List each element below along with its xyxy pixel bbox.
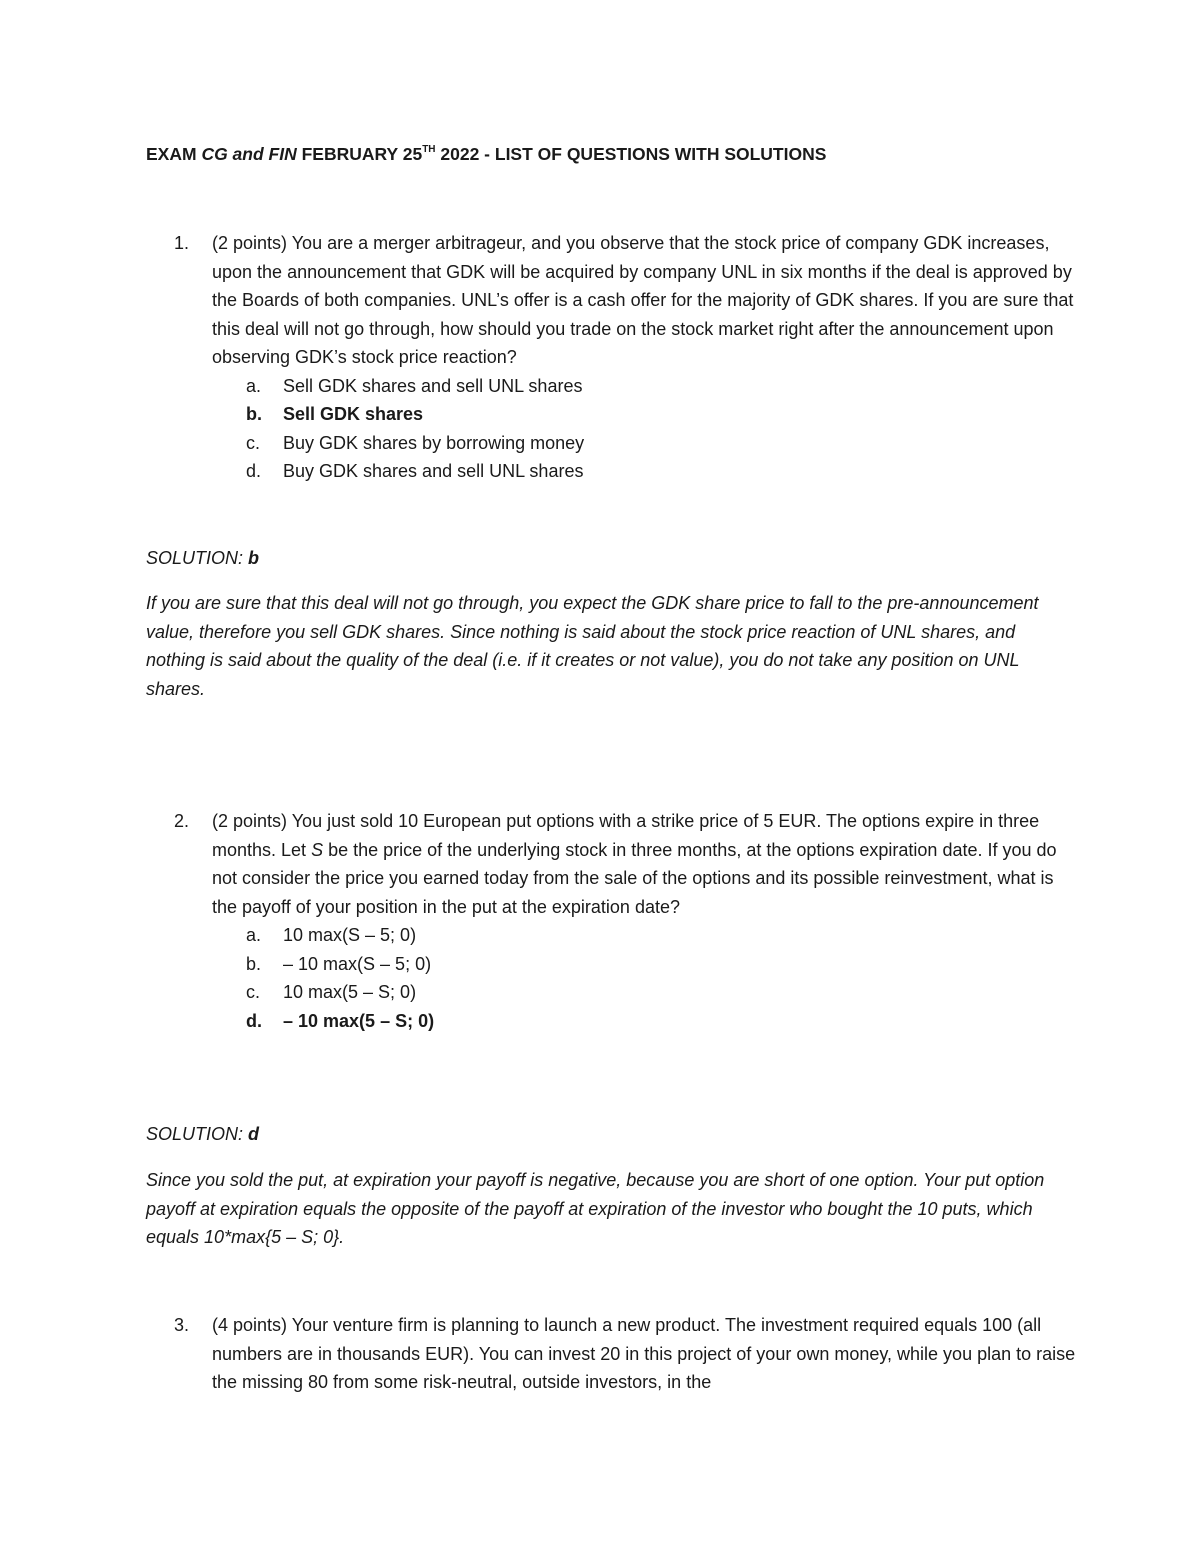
solution-label: SOLUTION: [146, 1124, 249, 1144]
title-cg: CG [201, 144, 228, 164]
question-2-option-d [146, 1007, 1076, 1036]
option-letter: b. [246, 953, 262, 974]
variable-s: S [311, 839, 324, 860]
document-title [146, 144, 826, 165]
title-suffix: 2022 - LIST OF QUESTIONS WITH SOLUTIONS [435, 144, 827, 164]
question-2-number: 2. [174, 811, 190, 831]
question-1-option-d [146, 457, 1076, 486]
option-text: Sell GDK shares [283, 404, 424, 424]
title-fin: FIN [268, 144, 297, 164]
solution-answer: d [248, 1124, 260, 1144]
question-2 [146, 807, 1076, 1035]
question-1-number: 1. [174, 233, 190, 253]
question-1-solution [146, 548, 259, 569]
option-letter: c. [246, 432, 261, 453]
option-letter: a. [246, 375, 262, 396]
option-letter: b. [246, 404, 262, 424]
option-text: Sell GDK shares and sell UNL shares [283, 375, 583, 396]
question-3-number: 3. [174, 1315, 190, 1335]
question-2-text-part-1: (2 points) You just sold 10 European put options with a strike price of 5 EUR. The options expire in three months. Let [212, 811, 1040, 860]
question-1-explanation: If you are sure that this deal will not go through, you expect the GDK share price to fall to the pre-announcement value, therefore you sell GDK shares. Since nothing is said about the stock price reaction of UNL shares, and nothing is said about the quality of the deal (i.e. if it creates or not value), you do not take any position on UNL shares. [146, 593, 1039, 699]
option-text: 10 max(5 – S; 0) [283, 982, 417, 1002]
title-middle: FEBRUARY 25 [296, 144, 423, 164]
question-1-option-b [146, 400, 1076, 429]
question-2-option-b [146, 950, 1076, 979]
title-and: and [227, 144, 269, 164]
option-text: Buy GDK shares and sell UNL shares [283, 461, 584, 481]
option-letter: a. [246, 925, 262, 945]
title-superscript: TH [422, 144, 436, 156]
question-1-option-c [146, 429, 1076, 458]
question-2-solution [146, 1124, 259, 1145]
question-3 [146, 1311, 1076, 1397]
option-text: 10 max(S – 5; 0) [283, 925, 417, 945]
option-letter: c. [246, 982, 261, 1002]
question-2-options [146, 921, 1076, 1035]
question-2-text-part-2: be the price of the underlying stock in three months, at the options expiration date. If you do not consider the price you earned today from the sale of the options and its possible reinvestment, what is the payoff of your position in the put at the expiration date? [212, 839, 1057, 917]
option-letter: d. [246, 461, 262, 481]
question-1-option-a [146, 372, 1076, 401]
option-text: – 10 max(S – 5; 0) [283, 953, 432, 974]
solution-label: SOLUTION: [146, 548, 249, 568]
question-2-option-c [146, 978, 1076, 1007]
option-text: – 10 max(5 – S; 0) [283, 1010, 435, 1031]
question-1-text: (2 points) You are a merger arbitrageur, and you observe that the stock price of company GDK increases, upon the announcement that GDK will be acquired by company UNL in six months if the deal is approved by the Boards of both companies. UNL’s offer is a cash offer for the majority of GDK shares. If you are sure that this deal will not go through, how should you trade on the stock market right after the announcement upon observing GDK’s stock price reaction? [212, 233, 1074, 367]
question-1-options [146, 372, 1076, 486]
solution-answer: b [248, 548, 260, 568]
title-prefix: EXAM [146, 144, 202, 164]
option-letter: d. [246, 1010, 262, 1031]
question-1 [146, 229, 1076, 486]
question-2-option-a [146, 921, 1076, 950]
option-text: Buy GDK shares by borrowing money [283, 432, 585, 453]
question-3-text: (4 points) Your venture firm is planning to launch a new product. The investment required equals 100 (all numbers are in thousands EUR). You can invest 20 in this project of your own money, while you plan to raise the missing 80 from some risk-neutral, outside investors, in the [212, 1315, 1076, 1392]
question-2-explanation: Since you sold the put, at expiration your payoff is negative, because you are short of one option. Your put option payoff at expiration equals the opposite of the payoff at expiration of the investor who bought the 10 puts, which equals 10*max{5 – S; 0}. [146, 1170, 1045, 1247]
question-2-text [212, 807, 1076, 921]
